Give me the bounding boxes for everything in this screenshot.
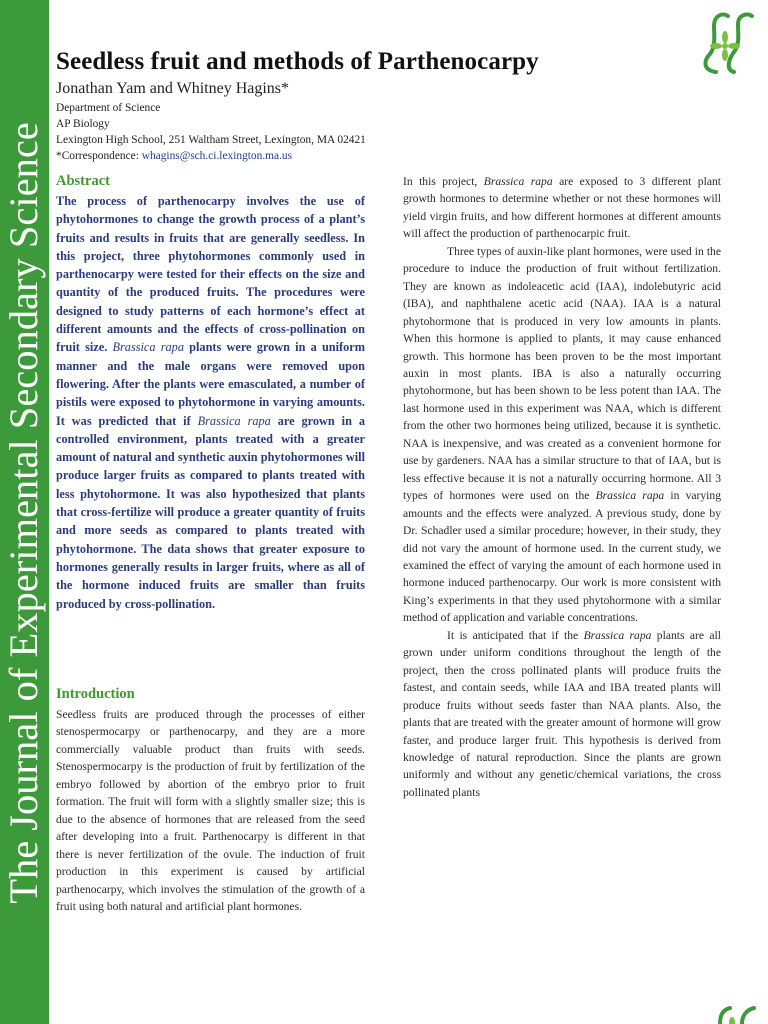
leaf-f-logo-icon bbox=[690, 10, 760, 78]
introduction-heading: Introduction bbox=[56, 686, 135, 702]
article-authors: Jonathan Yam and Whitney Hagins* bbox=[56, 80, 290, 97]
species-name: Brassica rapa bbox=[197, 413, 271, 428]
affiliation-block bbox=[56, 100, 366, 164]
paragraph: It is anticipated that if the Brassica rapa plants are all grown under uniform conditions throughout the length of the project, then the cross pollinated plants will produce fruits the fastest, and contain seeds, while IAA and IBA treated plants will produce fruits without seeds faster than NAA plants. Also, the plants that are treated with the greater amount of hormone will grow faster, and produce larger fruit. This hypothesis is derived from knowledge of natural reproduction. Since the plants are grown uniformly and without any genetic/chemical variations, the cross pollinated plants bbox=[403, 628, 721, 799]
species-name: Brassica rapa bbox=[112, 340, 184, 355]
paragraph: Three types of auxin-like plant hormones, were used in the procedure to induce the production of fruit without fertilization. They are known as indoleacetic acid (IAA), indolebutyric acid (IBA), and naphthalene acetic acid (NAA). IAA is a natural phytohormone that is produced in very low amounts in plants. When this hormone is applied to plants, it may cause enhanced growth. This hormone has been proven to be the most important auxin in most plants. IBA is also a naturally occurring phytohormone, but has been shown to be less potent than IAA. The last hormone used in this experiment was NAA, which is different from the other two hormones being utilized, because it is synthetic. NAA is inexpensive, and was created as a convenient hormone for use by gardeners. NAA has a similar structure to that of IAA, but is less effective because it is not a naturally occurring hormone. All 3 types of hormones were used on the Brassica rapa in varying amounts and the effects were analyzed. A previous study, done by Dr. Schadler used a similar procedure; however, in their study, they did not vary the amount of hormone used. In the current study, we examined the effect of varying the amount of each hormone used in hormone induced parthenocarpy. Our work is more consistent with King’s experiments in that they used phytohormone with a similar method of application and variable concentrations. bbox=[403, 244, 721, 625]
leaf-f-logo-icon-footer bbox=[700, 1002, 764, 1024]
correspondence-email-link[interactable]: whagins@sch.ci.lexington.ma.us bbox=[141, 150, 293, 162]
right-column-text bbox=[403, 173, 721, 801]
correspondence-line bbox=[56, 148, 366, 164]
abstract-heading: Abstract bbox=[56, 173, 110, 189]
species-name: Brassica rapa bbox=[595, 489, 665, 503]
affiliation-line: AP Biology bbox=[56, 118, 110, 130]
article-title: Seedless fruit and methods of Parthenocarpy bbox=[56, 48, 539, 75]
paragraph: In this project, Brassica rapa are exposed to 3 different plant growth hormones to determine whether or not these hormones will yield virgin fruits, and how different hormones at different amounts will affect the production of parthenocarpic fruit. bbox=[403, 175, 721, 241]
species-name: Brassica rapa bbox=[483, 175, 553, 188]
species-name: Brassica rapa bbox=[583, 628, 652, 642]
affiliation-line: Department of Science bbox=[56, 102, 161, 114]
journal-name: The Journal of Experimental Secondary Science bbox=[1, 122, 46, 904]
abstract-text: The process of parthenocarpy involves the use of phytohormones to change the growth process of a plant’s fruits and results in fruits that are generally seedless. In this project, three phytohormones commonly used in parthenocarpy were tested for their effects on the size and quantity of the produced fruits. The procedures were designed to study patterns of each hormone’s effect at different amounts and the effects of cross-pollination on fruit size. Brassica rapa plants were grown in a uniform manner and the male organs were removed upon flowering. After the plants were emasculated, a number of pistils were exposed to phytohormone in varying amounts. It was predicted that if Brassica rapa are grown in a controlled environment, plants treated with a greater amount of natural and synthetic auxin phytohormones will produce larger fruits as compared to plants treated with less phytohormone. It was also hypothesized that plants that cross-fertilize will produce a greater quantity of fruits and more seeds as compared to plants treated with phytohormone. The data shows that greater exposure to hormones generally results in larger fruits, where as all of the hormone induced fruits are smaller than fruits produced by cross-pollination. bbox=[56, 194, 365, 611]
affiliation-line: Lexington High School, 251 Waltham Street, Lexington, MA 02421 bbox=[56, 134, 366, 146]
introduction-text: Seedless fruits are produced through the processes of either stenospermocarpy or parthenocarpy, and they are a more commercially valuable product than fruits with seeds. Stenospermocarpy is the production of fruit by fertilization of the embryo followed by abortion of the embryo prior to fruit formation. The fruit will form with a slightly smaller size; this is due to the absence of hormones that are released from the seed after developing into a fruit. Parthenocarpy is different in that there is never fertilization of the ovule. The induction of fruit production in this experiment is caused by artificial parthenocarpy, which involves the stimulation of the growth of a fruit using both natural and artificial plant hormones. bbox=[56, 708, 365, 913]
correspondence-label: *Correspondence: bbox=[56, 150, 142, 162]
journal-side-banner bbox=[0, 0, 49, 1024]
